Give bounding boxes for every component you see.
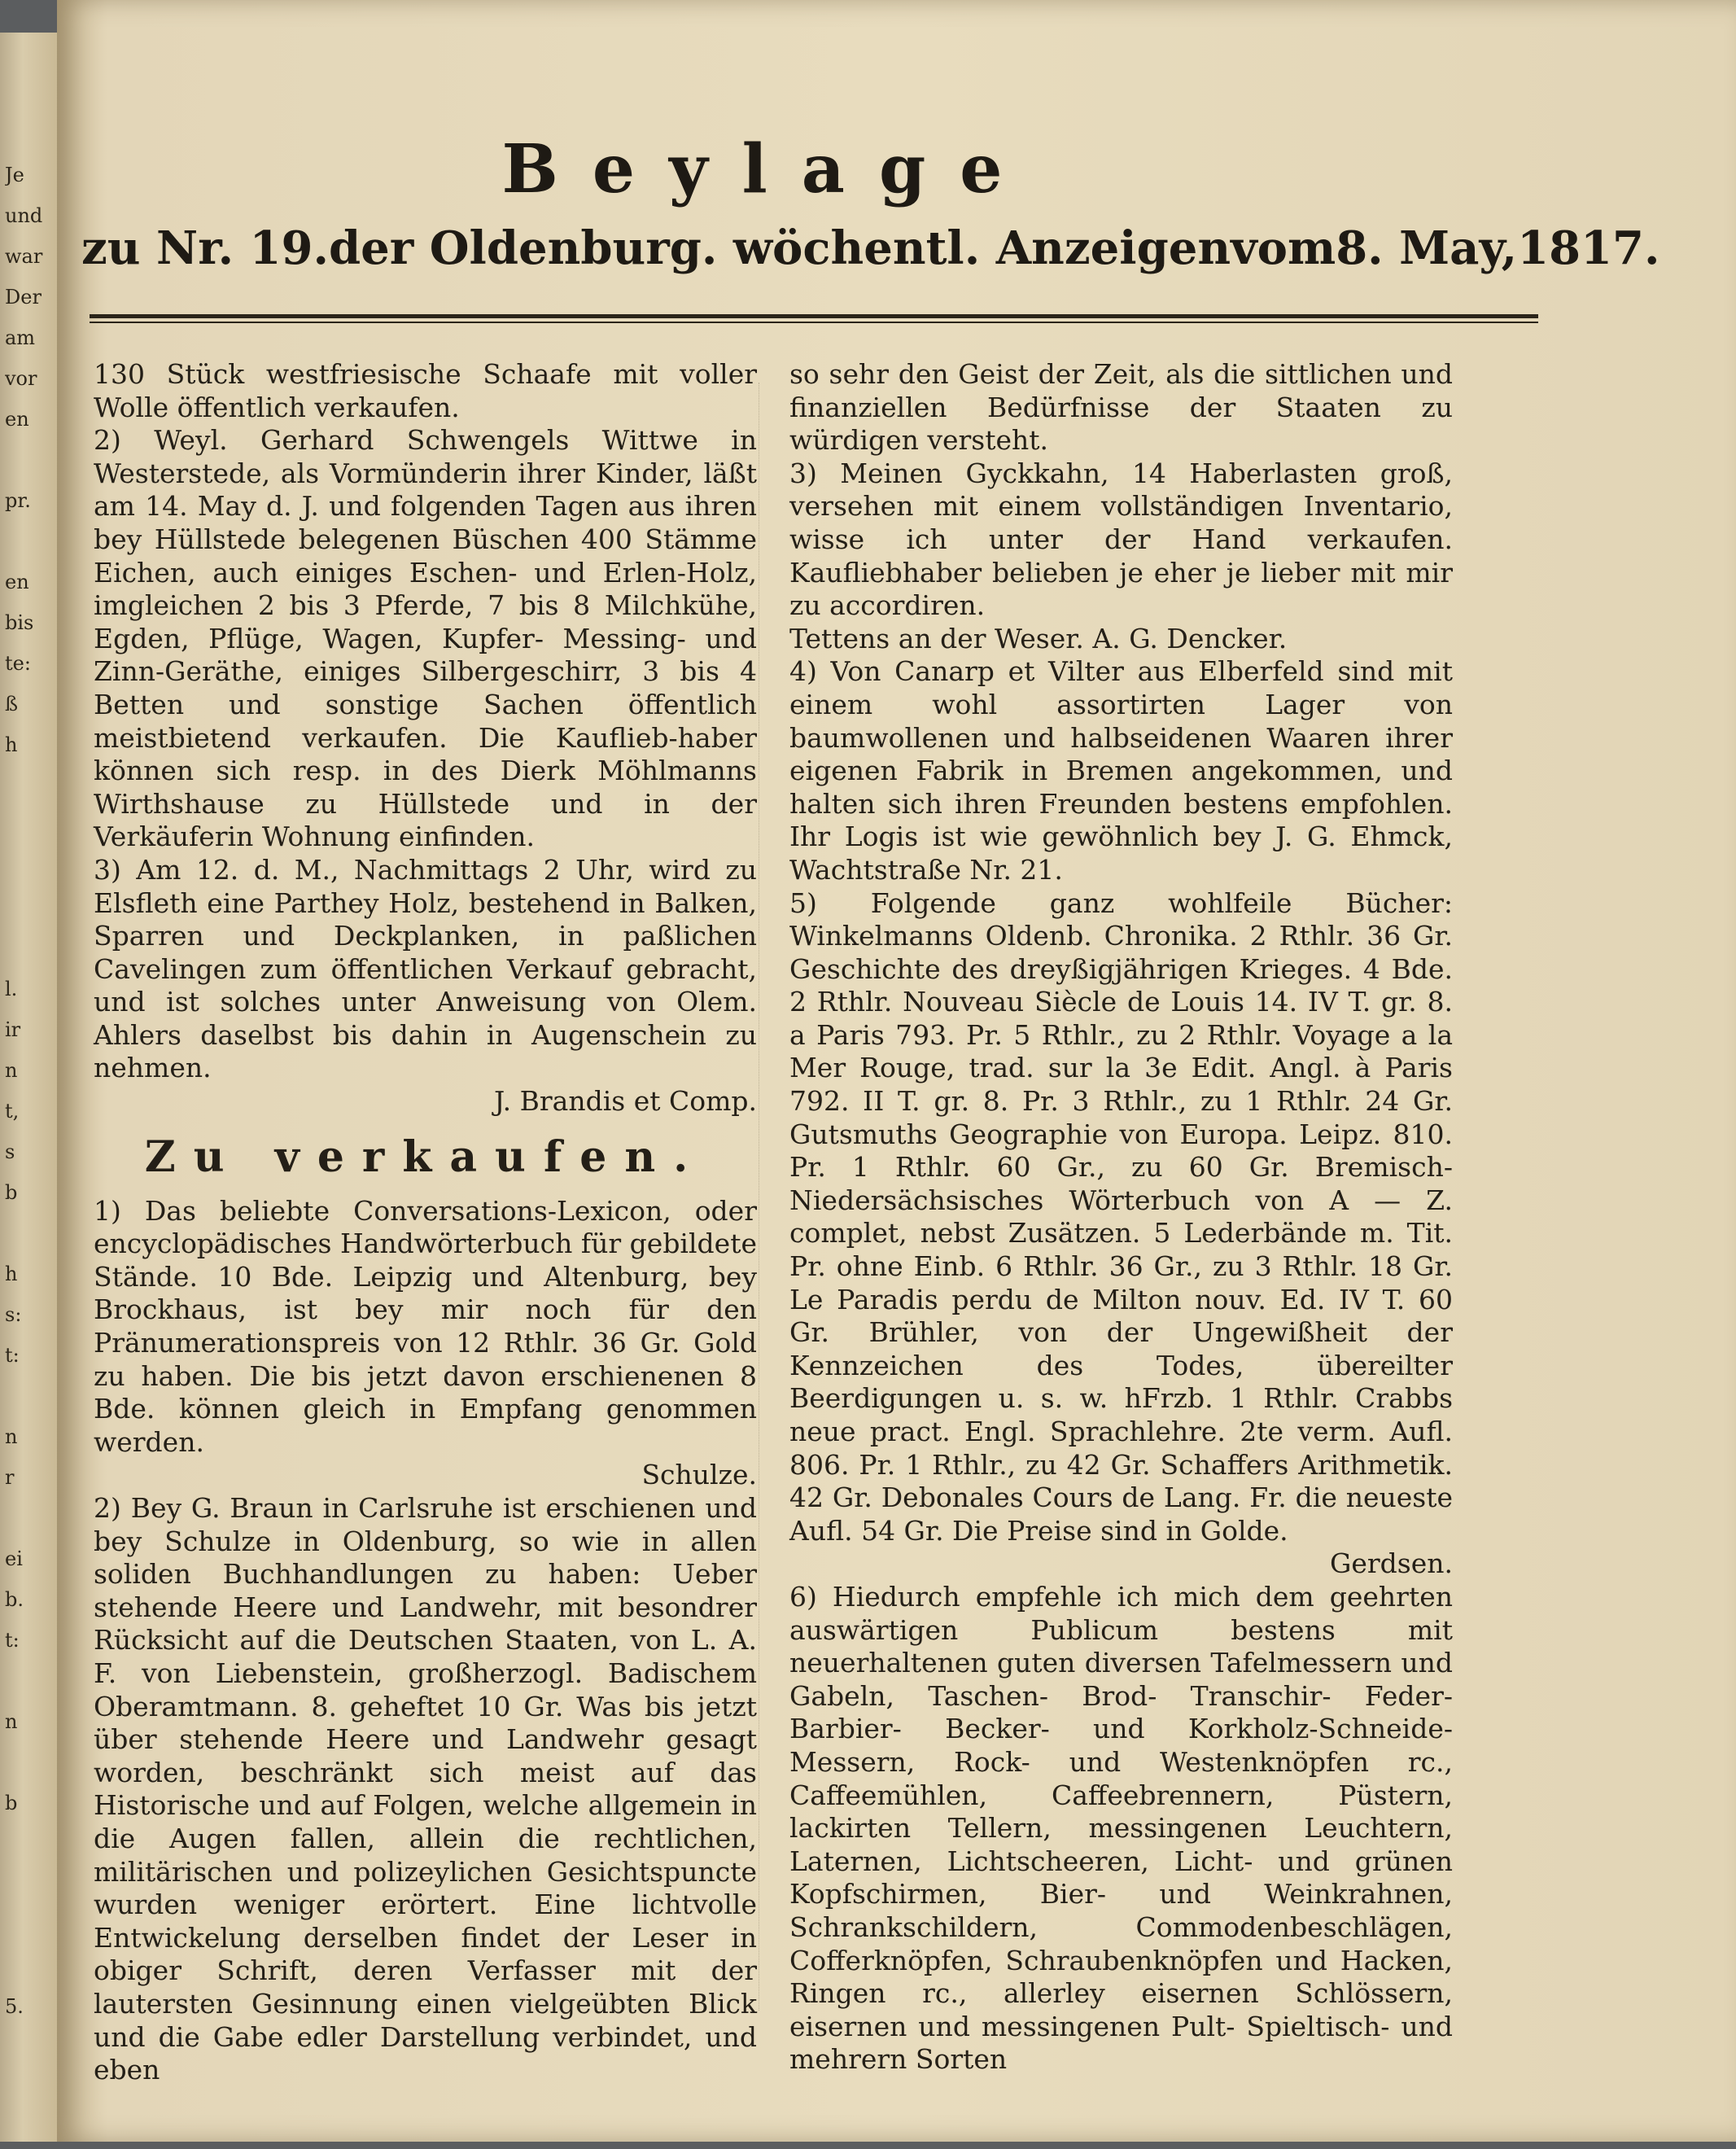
margin-fragment [5, 887, 50, 928]
header-double-rule [90, 314, 1538, 323]
notice-canarp: 4) Von Canarp et Vilter aus Elberfeld sind mit einem wohl assortirten Lager von baumwollenen und halbseidenen Waaren ihrer eigenen Fabrik in Bremen angekommen, und halten sich ihren Freunden bestens empfohlen. Ihr Logis ist wie gewöhnlich bey J. G. Ehmck, Wachtstraße Nr. 21. [789, 655, 1453, 886]
margin-fragment: t: [5, 1629, 20, 1652]
newspaper-page [57, 0, 1736, 2142]
margin-fragment: r [5, 1466, 15, 1489]
facing-page-edge [0, 33, 57, 2142]
margin-fragment: bis [5, 611, 34, 634]
notice-cutlery: 6) Hiedurch empfehle ich mich dem geehrten auswärtigen Publicum bestens mit neuerhaltenen guten diversen Tafelmessern und Gabeln, Taschen- Brod- Transchir- Feder- Barbier- Becker- und Korkholz-Schneide-Messern, Rock- und Westenknöpfen rc., Caffeemühlen, Caffeebrennern, Püstern, lackirten Tellern, messingenen Leuchtern, Laternen, Lichtscheeren, Licht- und grünen Kopfschirmen, Bier- und Weinkrahnen, Schrankschildern, Commodenbeschlägen, Cofferknöpfen, Schraubenknöpfen und Hacken, Ringen rc., allerley eisernen Schlössern, eisernen und messingenen Pult- Spieltisch- und mehrern Sorten [789, 1580, 1453, 2076]
margin-fragment: t, [5, 1100, 20, 1123]
margin-fragment: b [5, 1181, 18, 1204]
notice-sheep: 130 Stück westfriesische Schaafe mit voller Wolle öffentlich verkaufen. [94, 358, 757, 423]
margin-fragment [5, 1498, 50, 1538]
supplement-title: Beylage [501, 130, 1037, 208]
notice-books: 5) Folgende ganz wohlfeile Bücher: Winkelmanns Oldenb. Chronika. 2 Rthlr. 36 Gr. Geschichte des dreyßigjährigen Krieges. 4 Bde. 2 Rthlr. Nouveau Siècle de Louis 14. IV T. gr. 8. a Paris 793. Pr. 5 Rthlr., zu 2 Rthlr. Voyage a la Mer Rouge, trad. sur la 3e Edit. Angl. à Paris 792. II T. gr. 8. Pr. 3 Rthlr., zu 1 Rthlr. 24 Gr. Gutsmuths Geographie von Europa. Leipz. 810. Pr. 1 Rthlr. 60 Gr., zu 60 Gr. Bremisch-Niedersächsisches Wörterbuch von A — Z. complet, nebst Zusätzen. 5 Lederbände m. Tit. Pr. ohne Einb. 6 Rthlr. 36 Gr., zu 3 Rthlr. 18 Gr. Le Paradis perdu de Milton nouv. Ed. IV T. 60 Gr. Brühler, von der Ungewißheit der Kennzeichen des Todes, übereilter Beerdigungen u. s. w. hFrzb. 1 Rthlr. Crabbs neue pract. Engl. Sprachlehre. 2te verm. Aufl. 806. Pr. 1 Rthlr., zu 42 Gr. Schaffers Arithmetik. 42 Gr. Debonales Cours de Lang. Fr. die neueste Aufl. 54 Gr. Die Preise sind in Golde. [789, 886, 1453, 1547]
margin-fragment: h [5, 733, 18, 756]
margin-fragment [5, 521, 50, 562]
signature-schulze: Schulze. [641, 1459, 757, 1491]
margin-fragment: Der [5, 286, 42, 309]
margin-fragment [5, 440, 50, 480]
margin-fragment: pr. [5, 489, 31, 512]
margin-fragment: te: [5, 652, 31, 675]
margin-fragment: s: [5, 1303, 22, 1326]
signature-dencker: Tettens an der Weser. A. G. Dencker. [789, 622, 1288, 654]
left-column [94, 358, 757, 2087]
margin-fragment: n [5, 1059, 18, 1082]
notice-braun: 2) Bey G. Braun in Carlsruhe ist erschienen und bey Schulze in Oldenburg, so wie in allen soliden Buchhandlungen zu haben: Ueber stehende Heere und Landwehr, mit besondrer Rücksicht auf die Deutschen Staaten, von L. A. F. von Liebenstein, großherzogl. Badischem Oberamtmann. 8. geheftet 10 Gr. Was bis jetzt über stehende Heere und Landwehr gesagt worden, beschränkt sich meist auf das Historische und auf Folgen, welche allgemein in die Augen fallen, allein die rechtlichen, militärischen und polizeylichen Gesichtspuncte wurden weniger erörtert. Eine lichtvolle Entwickelung derselben findet der Leser in obiger Schrift, deren Verfasser mit der lautersten Gesinnung einen vielgeübten Blick und die Gabe edler Darstellung verbindet, und eben [94, 1492, 757, 2086]
margin-fragment: war [5, 245, 43, 268]
margin-fragment: am [5, 326, 36, 349]
margin-fragment: s [5, 1140, 15, 1163]
notice-gyckkahn: 3) Meinen Gyckkahn, 14 Haberlasten groß, versehen mit einem vollständigen Inventario, wisse ich unter der Hand verkaufen. Kaufliebhaber belieben je eher je lieber mit mir zu accordiren. [789, 457, 1453, 622]
margin-fragment [5, 1905, 50, 1945]
margin-fragment [5, 1376, 50, 1416]
margin-fragment: vor [5, 367, 37, 390]
issue-line [81, 221, 1660, 275]
section-heading: Zu verkaufen. [144, 1131, 706, 1182]
margin-fragment: t: [5, 1344, 20, 1367]
right-column [789, 358, 1453, 2077]
margin-fragment: en [5, 571, 29, 593]
notice-lexicon: 1) Das beliebte Conversations-Lexicon, oder encyclopädisches Handwörterbuch für gebildete Stände. 10 Bde. Leipzig und Altenburg, bey Brockhaus, ist bey mir noch für den Pränumerationspreis von 12 Rthlr. 36 Gr. Gold zu haben. Die bis jetzt davon erschienenen 8 Bde. können gleich in Empfang genommen werden. [94, 1194, 757, 1458]
margin-fragment: n [5, 1425, 18, 1448]
margin-fragment [5, 806, 50, 847]
notice-continued: so sehr den Geist der Zeit, als die sittlichen und finanziellen Bedürfnisse der Staaten zu würdigen versteht. [789, 358, 1453, 457]
margin-fragment [5, 1823, 50, 1864]
margin-fragment: en [5, 408, 29, 431]
margin-fragment: Je [5, 164, 24, 186]
margin-fragment: b. [5, 1588, 24, 1611]
facing-page-fragments [5, 155, 50, 2149]
margin-fragment: 5. [5, 1995, 24, 2018]
margin-fragment [5, 1864, 50, 1905]
margin-fragment: n [5, 1710, 18, 1733]
margin-fragment: und [5, 204, 43, 227]
margin-fragment: ß [5, 693, 19, 716]
notice-schwengel: 2) Weyl. Gerhard Schwengels Wittwe in Westerstede, als Vormünderin ihrer Kinder, läßt am 14. May d. J. und folgenden Tagen aus ihren bey Hüllstede belegenen Büschen 400 Stämme Eichen, auch einiges Eschen- und Erlen-Holz, imgleichen 2 bis 3 Pferde, 7 bis 8 Milchkühe, Egden, Pflüge, Wagen, Kupfer- Messing- und Zinn-Geräthe, einiges Silbergeschirr, 3 bis 4 Betten und sonstige Sachen öffentlich meistbietend verkaufen. Die Kauflieb-haber können sich resp. in des Dierk Möhlmanns Wirthshause zu Hüllstede und in der Verkäuferin Wohnung einfinden. [94, 424, 757, 853]
publication-name: der Oldenburg. wöchentl. Anzeigen [328, 221, 1231, 275]
signature-gerdsen: Gerdsen. [1330, 1547, 1453, 1580]
margin-fragment [5, 928, 50, 969]
margin-fragment: l. [5, 978, 18, 1000]
margin-fragment [5, 2027, 50, 2068]
margin-fragment: b [5, 1792, 18, 1814]
margin-fragment [5, 1945, 50, 1986]
vom-word: vom [1231, 221, 1336, 275]
margin-fragment [5, 1213, 50, 1254]
margin-fragment [5, 847, 50, 887]
margin-fragment: ir [5, 1018, 21, 1041]
margin-fragment [5, 1661, 50, 1701]
issue-year: 1817. [1517, 221, 1660, 275]
margin-fragment [5, 2068, 50, 2108]
signature-brandis: J. Brandis et Comp. [493, 1085, 757, 1118]
margin-fragment [5, 1742, 50, 1783]
margin-fragment [5, 765, 50, 806]
issue-number: zu Nr. 19. [81, 221, 329, 275]
notice-elsfleth: 3) Am 12. d. M., Nachmittags 2 Uhr, wird zu Elsfleth eine Parthey Holz, bestehend in Balken, Sparren und Deckplanken, in paßlichen Cavelingen zum öffentlichen Verkauf gebracht, und ist solches unter Anweisung von Olem. Ahlers daselbst bis dahin in Augenschein zu nehmen. [94, 853, 757, 1084]
margin-fragment: h [5, 1263, 18, 1285]
issue-date: 8. May, [1336, 221, 1518, 275]
margin-fragment [5, 2108, 50, 2149]
margin-fragment: ei [5, 1547, 23, 1570]
